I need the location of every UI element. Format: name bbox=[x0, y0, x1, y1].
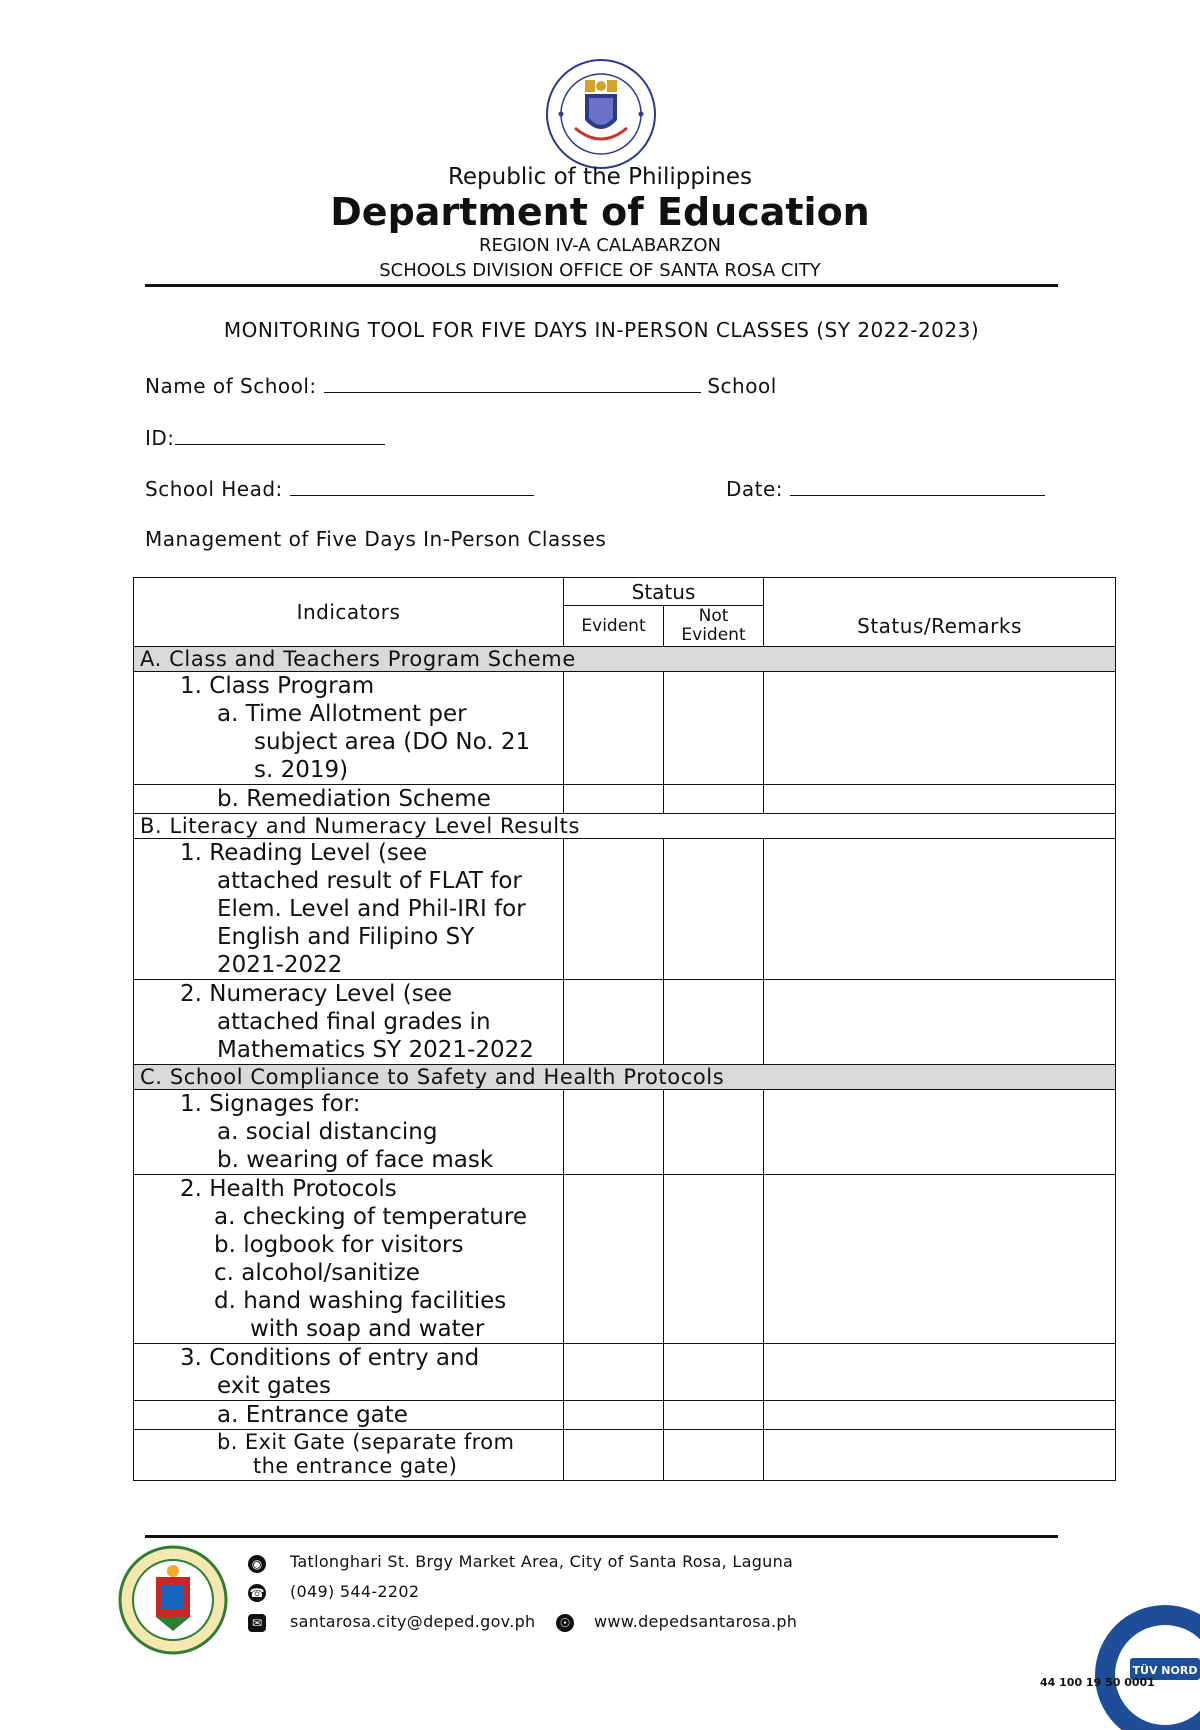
indicator-line: a. checking of temperature bbox=[214, 1204, 527, 1230]
footer-divider bbox=[145, 1535, 1058, 1538]
indicator-line: with soap and water bbox=[250, 1316, 485, 1342]
not-evident-cell[interactable] bbox=[664, 672, 764, 785]
remarks-cell[interactable] bbox=[764, 1430, 1116, 1481]
section-title-b: B. Literacy and Numeracy Level Results bbox=[134, 814, 1116, 839]
remarks-cell[interactable] bbox=[764, 672, 1116, 785]
indicator-line: d. hand washing facilities bbox=[214, 1288, 507, 1314]
indicator-line: Mathematics SY 2021-2022 bbox=[217, 1037, 534, 1063]
not-evident-cell[interactable] bbox=[664, 1430, 764, 1481]
section-row-a bbox=[134, 647, 1116, 672]
indicator-line: 2. Health Protocols bbox=[180, 1176, 397, 1202]
region-label: REGION IV-A CALABARZON bbox=[479, 235, 721, 256]
indicator-cell bbox=[134, 1090, 564, 1175]
remarks-header: Status/Remarks bbox=[764, 578, 1116, 647]
table-row bbox=[134, 839, 1116, 980]
indicator-line: subject area (DO No. 21 bbox=[254, 729, 531, 755]
section-row-c bbox=[134, 1065, 1116, 1090]
indicator-line: 2021-2022 bbox=[217, 952, 343, 978]
indicator-cell bbox=[134, 1401, 564, 1430]
email-icon: ✉ bbox=[248, 1614, 266, 1632]
not-evident-line2: Evident bbox=[681, 625, 746, 645]
evident-cell[interactable] bbox=[564, 785, 664, 814]
web-icon: ☉ bbox=[556, 1614, 574, 1632]
remarks-cell[interactable] bbox=[764, 980, 1116, 1065]
header-divider bbox=[145, 284, 1058, 287]
table-header-row bbox=[134, 578, 1116, 606]
not-evident-header bbox=[664, 606, 764, 647]
school-id-blank[interactable] bbox=[175, 424, 385, 445]
school-id-field bbox=[145, 424, 385, 450]
not-evident-cell[interactable] bbox=[664, 980, 764, 1065]
monitoring-table bbox=[133, 577, 1116, 1481]
indicator-cell bbox=[134, 1175, 564, 1344]
remarks-cell[interactable] bbox=[764, 1401, 1116, 1430]
division-label: SCHOOLS DIVISION OFFICE OF SANTA ROSA CITY bbox=[379, 260, 821, 281]
not-evident-cell[interactable] bbox=[664, 839, 764, 980]
footer-address: Tatlonghari St. Brgy Market Area, City of Santa Rosa, Laguna bbox=[290, 1552, 794, 1571]
date-field bbox=[726, 475, 1045, 501]
school-label: School bbox=[707, 374, 777, 398]
table-row bbox=[134, 1401, 1116, 1430]
indicator-cell bbox=[134, 1344, 564, 1401]
indicator-line: b. logbook for visitors bbox=[214, 1232, 464, 1258]
department-title: Department of Education bbox=[330, 190, 870, 234]
remarks-cell[interactable] bbox=[764, 839, 1116, 980]
school-head-blank[interactable] bbox=[290, 475, 534, 496]
indicators-header: Indicators bbox=[134, 578, 564, 647]
indicator-line: 3. Conditions of entry and bbox=[180, 1345, 480, 1371]
cert-brand-text: TÜV NORD bbox=[1132, 1664, 1198, 1677]
date-blank[interactable] bbox=[790, 475, 1045, 496]
not-evident-cell[interactable] bbox=[664, 785, 764, 814]
not-evident-line1: Not bbox=[698, 606, 729, 626]
deped-seal-logo bbox=[545, 58, 657, 170]
date-label: Date: bbox=[726, 477, 784, 501]
indicator-line: Elem. Level and Phil-IRI for bbox=[217, 896, 526, 922]
footer-website[interactable]: www.depedsantarosa.ph bbox=[594, 1612, 798, 1631]
indicator-cell bbox=[134, 839, 564, 980]
location-icon: ◉ bbox=[248, 1555, 266, 1573]
remarks-cell[interactable] bbox=[764, 1090, 1116, 1175]
not-evident-cell[interactable] bbox=[664, 1175, 764, 1344]
footer-phone: (049) 544-2202 bbox=[290, 1582, 420, 1601]
evident-header: Evident bbox=[564, 606, 664, 647]
indicator-line: 1. Class Program bbox=[180, 673, 375, 699]
republic-label: Republic of the Philippines bbox=[447, 164, 753, 190]
not-evident-cell[interactable] bbox=[664, 1344, 764, 1401]
evident-cell[interactable] bbox=[564, 980, 664, 1065]
indicator-line: c. alcohol/sanitize bbox=[214, 1260, 420, 1286]
evident-cell[interactable] bbox=[564, 1430, 664, 1481]
form-title: MONITORING TOOL FOR FIVE DAYS IN-PERSON CLASSES (SY 2022-2023) bbox=[223, 318, 980, 342]
name-of-school-label: Name of School: bbox=[145, 374, 317, 398]
remarks-cell[interactable] bbox=[764, 1175, 1116, 1344]
indicator-line: a. social distancing bbox=[217, 1119, 438, 1145]
division-seal-logo bbox=[118, 1545, 228, 1655]
table-row bbox=[134, 1430, 1116, 1481]
remarks-cell[interactable] bbox=[764, 1344, 1116, 1401]
indicator-line: a. Entrance gate bbox=[217, 1402, 408, 1428]
evident-cell[interactable] bbox=[564, 1401, 664, 1430]
table-row bbox=[134, 980, 1116, 1065]
school-id-label: ID: bbox=[145, 426, 175, 450]
section-row-b bbox=[134, 814, 1116, 839]
indicator-line: b. Remediation Scheme bbox=[217, 786, 491, 812]
school-head-field bbox=[145, 475, 534, 501]
table-row bbox=[134, 1344, 1116, 1401]
indicator-line: s. 2019) bbox=[254, 757, 349, 783]
table-row bbox=[134, 785, 1116, 814]
indicator-line: 2. Numeracy Level (see bbox=[180, 981, 452, 1007]
indicator-cell bbox=[134, 1430, 564, 1481]
indicator-line: attached final grades in bbox=[217, 1009, 491, 1035]
footer-email[interactable]: santarosa.city@deped.gov.ph bbox=[290, 1612, 536, 1631]
indicator-cell bbox=[134, 980, 564, 1065]
evident-cell[interactable] bbox=[564, 1344, 664, 1401]
table-row bbox=[134, 1090, 1116, 1175]
not-evident-cell[interactable] bbox=[664, 1401, 764, 1430]
indicator-cell bbox=[134, 785, 564, 814]
not-evident-cell[interactable] bbox=[664, 1090, 764, 1175]
evident-cell[interactable] bbox=[564, 1090, 664, 1175]
evident-cell[interactable] bbox=[564, 672, 664, 785]
table-row bbox=[134, 1175, 1116, 1344]
indicator-line: English and Filipino SY bbox=[217, 924, 475, 950]
school-head-label: School Head: bbox=[145, 477, 283, 501]
indicator-cell bbox=[134, 672, 564, 785]
indicator-line: attached result of FLAT for bbox=[217, 868, 522, 894]
name-of-school-blank[interactable] bbox=[324, 372, 701, 393]
indicator-line: b. Exit Gate (separate from bbox=[217, 1430, 515, 1454]
section-title-a: A. Class and Teachers Program Scheme bbox=[134, 647, 1116, 672]
table-row bbox=[134, 672, 1116, 785]
evident-cell[interactable] bbox=[564, 1175, 664, 1344]
indicator-line: a. Time Allotment per bbox=[217, 701, 467, 727]
indicator-line: exit gates bbox=[217, 1373, 331, 1399]
evident-cell[interactable] bbox=[564, 839, 664, 980]
remarks-cell[interactable] bbox=[764, 785, 1116, 814]
indicator-line: b. wearing of face mask bbox=[217, 1147, 494, 1173]
section-title-c: C. School Compliance to Safety and Health Protocols bbox=[134, 1065, 1116, 1090]
cert-number: 44 100 19 50 0001 bbox=[1040, 1676, 1155, 1689]
tuv-nord-cert-logo bbox=[1090, 1600, 1200, 1730]
name-of-school-field bbox=[145, 372, 777, 398]
indicator-line: 1. Reading Level (see bbox=[180, 840, 428, 866]
indicator-line: the entrance gate) bbox=[253, 1454, 458, 1478]
phone-icon: ☎ bbox=[249, 1586, 265, 1600]
section-heading: Management of Five Days In-Person Classes bbox=[145, 527, 607, 551]
indicator-line: 1. Signages for: bbox=[180, 1091, 361, 1117]
status-header: Status bbox=[564, 578, 764, 606]
